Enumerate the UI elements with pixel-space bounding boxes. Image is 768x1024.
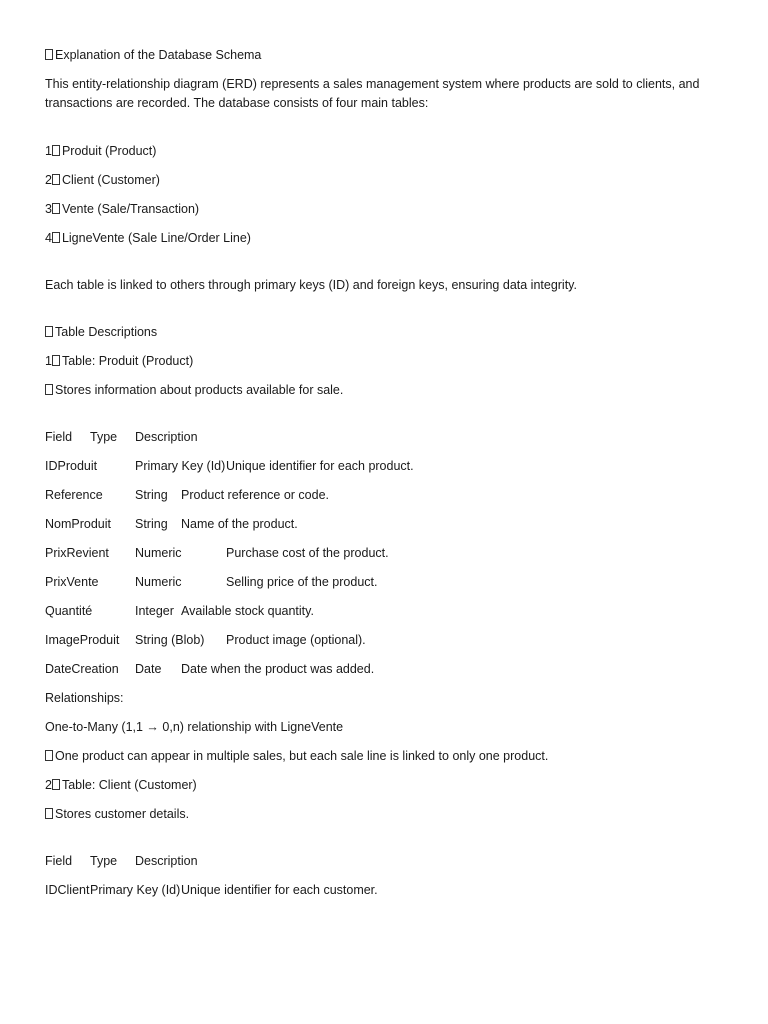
cell-field: ImageProduit: [45, 633, 120, 647]
table-row: [45, 457, 735, 475]
missing-glyph-icon: [52, 355, 60, 366]
section-number: 2: [45, 778, 52, 792]
cell-description: Unique identifier for each product.: [226, 459, 414, 473]
cell-type: Primary Key (Id): [90, 883, 181, 897]
section-title: Table: Client (Customer): [61, 778, 197, 792]
header-description: Description: [135, 854, 198, 868]
linking-sentence: Each table is linked to others through primary keys (ID) and foreign keys, ensuring data integrity.: [45, 278, 577, 292]
table-header-row: [45, 852, 735, 870]
table-header-row: [45, 428, 735, 446]
table-list-item: [45, 229, 735, 247]
cell-type: Integer: [135, 604, 174, 618]
table-row: [45, 486, 735, 504]
relationship-note: [45, 747, 735, 765]
missing-glyph-icon: [52, 174, 60, 185]
cell-description: Name of the product.: [181, 517, 298, 531]
cell-description: Available stock quantity.: [181, 604, 314, 618]
cell-field: PrixVente: [45, 575, 99, 589]
cell-field: Quantité: [45, 604, 93, 618]
list-number: 3: [45, 202, 52, 216]
table-list-item: [45, 200, 735, 218]
table-list-item: [45, 171, 735, 189]
section-number: 1: [45, 354, 52, 368]
missing-glyph-icon: [45, 326, 53, 337]
cell-field: IDProduit: [45, 459, 98, 473]
client-summary: [45, 805, 735, 823]
cell-field: IDClient: [45, 883, 90, 897]
missing-glyph-icon: [52, 232, 60, 243]
table-row: [45, 602, 735, 620]
cell-type: String: [135, 488, 168, 502]
table-row: [45, 573, 735, 591]
list-number: 4: [45, 231, 52, 245]
section-title: Table: Produit (Product): [61, 354, 194, 368]
cell-type: String (Blob): [135, 633, 205, 647]
descriptions-heading-text: Table Descriptions: [55, 325, 158, 339]
missing-glyph-icon: [45, 750, 53, 761]
table-row: [45, 631, 735, 649]
summary-text: Stores customer details.: [55, 807, 190, 821]
list-item-text: Client (Customer): [61, 173, 160, 187]
list-item-text: LigneVente (Sale Line/Order Line): [61, 231, 251, 245]
list-number: 1: [45, 144, 52, 158]
missing-glyph-icon: [45, 49, 53, 60]
cell-type: Numeric: [135, 575, 182, 589]
missing-glyph-icon: [45, 384, 53, 395]
missing-glyph-icon: [52, 145, 60, 156]
missing-glyph-icon: [52, 779, 60, 790]
header-type: Type: [90, 854, 118, 868]
relationships-label: Relationships:: [45, 691, 124, 705]
explanation-heading-text: Explanation of the Database Schema: [55, 48, 262, 62]
cell-type: Primary Key (Id): [135, 459, 226, 473]
intro-paragraph: This entity-relationship diagram (ERD) represents a sales management system where products are sold to clients, and transactions are recorded. The database consists of four main tables:: [45, 77, 700, 110]
table-list-item: [45, 142, 735, 160]
produit-summary: [45, 381, 735, 399]
descriptions-heading: [45, 323, 735, 341]
table-row: [45, 544, 735, 562]
cell-description: Product reference or code.: [181, 488, 329, 502]
relationship-note-text: One product can appear in multiple sales, but each sale line is linked to only one product.: [55, 749, 549, 763]
missing-glyph-icon: [52, 203, 60, 214]
table-row: [45, 515, 735, 533]
cell-type: Date: [135, 662, 162, 676]
list-number: 2: [45, 173, 52, 187]
produit-title: [45, 352, 735, 370]
table-row: [45, 660, 735, 678]
missing-glyph-icon: [45, 808, 53, 819]
cell-field: DateCreation: [45, 662, 119, 676]
header-type: Type: [90, 430, 118, 444]
explanation-heading: [45, 46, 735, 64]
summary-text: Stores information about products available for sale.: [55, 383, 344, 397]
header-description: Description: [135, 430, 198, 444]
list-item-text: Vente (Sale/Transaction): [61, 202, 200, 216]
cell-field: NomProduit: [45, 517, 111, 531]
header-field: Field: [45, 854, 73, 868]
header-field: Field: [45, 430, 73, 444]
cell-description: Unique identifier for each customer.: [181, 883, 378, 897]
cell-description: Product image (optional).: [226, 633, 366, 647]
client-title: [45, 776, 735, 794]
list-item-text: Produit (Product): [61, 144, 157, 158]
cell-field: Reference: [45, 488, 103, 502]
cell-description: Date when the product was added.: [181, 662, 375, 676]
cell-field: PrixRevient: [45, 546, 109, 560]
relationship-text: One-to-Many (1,1 → 0,n) relationship with LigneVente: [45, 720, 344, 734]
table-row: [45, 881, 735, 899]
document-page: [45, 46, 735, 910]
cell-type: Numeric: [135, 546, 182, 560]
cell-type: String: [135, 517, 168, 531]
cell-description: Selling price of the product.: [226, 575, 378, 589]
cell-description: Purchase cost of the product.: [226, 546, 389, 560]
